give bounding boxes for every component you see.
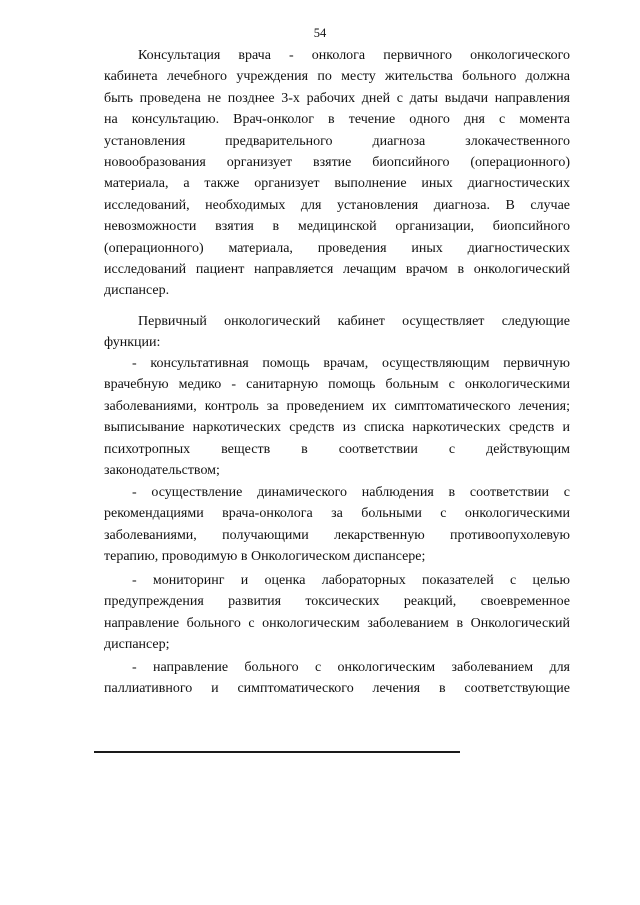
text-line: - направление больного с онкологическим заболеванием для <box>132 660 570 675</box>
text-line: рекомендациями врача-онколога за больными с онкологическими <box>104 506 570 522</box>
text-line: материала, а также организует выполнение иных диагностических <box>104 176 570 192</box>
text-line: быть проведена не позднее 3-х рабочих дней с даты выдачи направления <box>104 90 570 106</box>
list-item-consultative-help <box>104 353 570 481</box>
paragraph-consultation <box>104 45 570 302</box>
text-line: направление больного с онкологическим заболеванием в Онкологический <box>104 615 570 631</box>
footnote-separator-line <box>94 751 460 753</box>
text-line: - осуществление динамического наблюдения в соответствии с <box>132 485 570 500</box>
text-line: законодательством; <box>104 462 220 478</box>
text-line: невозможности взятия в медицинской организации, биопсийного <box>104 219 570 235</box>
text-line: психотропных веществ в соответствии с действующим <box>104 441 570 457</box>
text-line: на консультацию. Врач-онколог в течение одного дня с момента <box>104 112 570 128</box>
list-item-referral <box>104 657 570 700</box>
text-line: функции: <box>104 335 161 351</box>
text-line: терапию, проводимую в Онкологическом диспансере; <box>104 549 426 565</box>
text-line: предупреждения развития токсических реакций, своевременное <box>104 594 570 610</box>
text-line: исследований пациент направляется лечащим врачом в онкологический <box>104 261 570 277</box>
text-line: заболеваниями, получающими лекарственную противоопухолевую <box>104 527 570 543</box>
text-line: новообразования организует взятие биопсийного (операционного) <box>104 154 570 170</box>
text-line: диспансер. <box>104 283 170 299</box>
paragraph-functions-intro <box>104 311 570 354</box>
text-line: Консультация врача - онколога первичного онкологического <box>138 48 570 63</box>
page-number: 54 <box>313 26 327 40</box>
list-item-monitoring <box>104 570 570 656</box>
text-line: паллиативного и симптоматического лечения в соответствующие <box>104 681 570 697</box>
text-line: диспансер; <box>104 637 170 653</box>
text-line: - мониторинг и оценка лабораторных показателей с целью <box>132 573 570 588</box>
text-line: - консультативная помощь врачам, осуществляющим первичную <box>132 356 570 371</box>
text-line: выписывание наркотических средств из списка наркотических средств и <box>104 420 570 436</box>
text-line: Первичный онкологический кабинет осуществляет следующие <box>138 314 570 329</box>
text-line: кабинета лечебного учреждения по месту жительства больного должна <box>104 69 570 85</box>
text-line: врачебную медико - санитарную помощь больным с онкологическими <box>104 377 570 393</box>
list-item-dynamic-observation <box>104 482 570 568</box>
text-line: (операционного) материала, проведения иных диагностических <box>104 240 570 256</box>
text-line: установления предварительного диагноза злокачественного <box>104 133 570 149</box>
text-line: исследований, необходимых для установления диагноза. В случае <box>104 197 570 213</box>
text-line: заболеваниями, контроль за проведением их симптоматического лечения; <box>104 398 570 414</box>
